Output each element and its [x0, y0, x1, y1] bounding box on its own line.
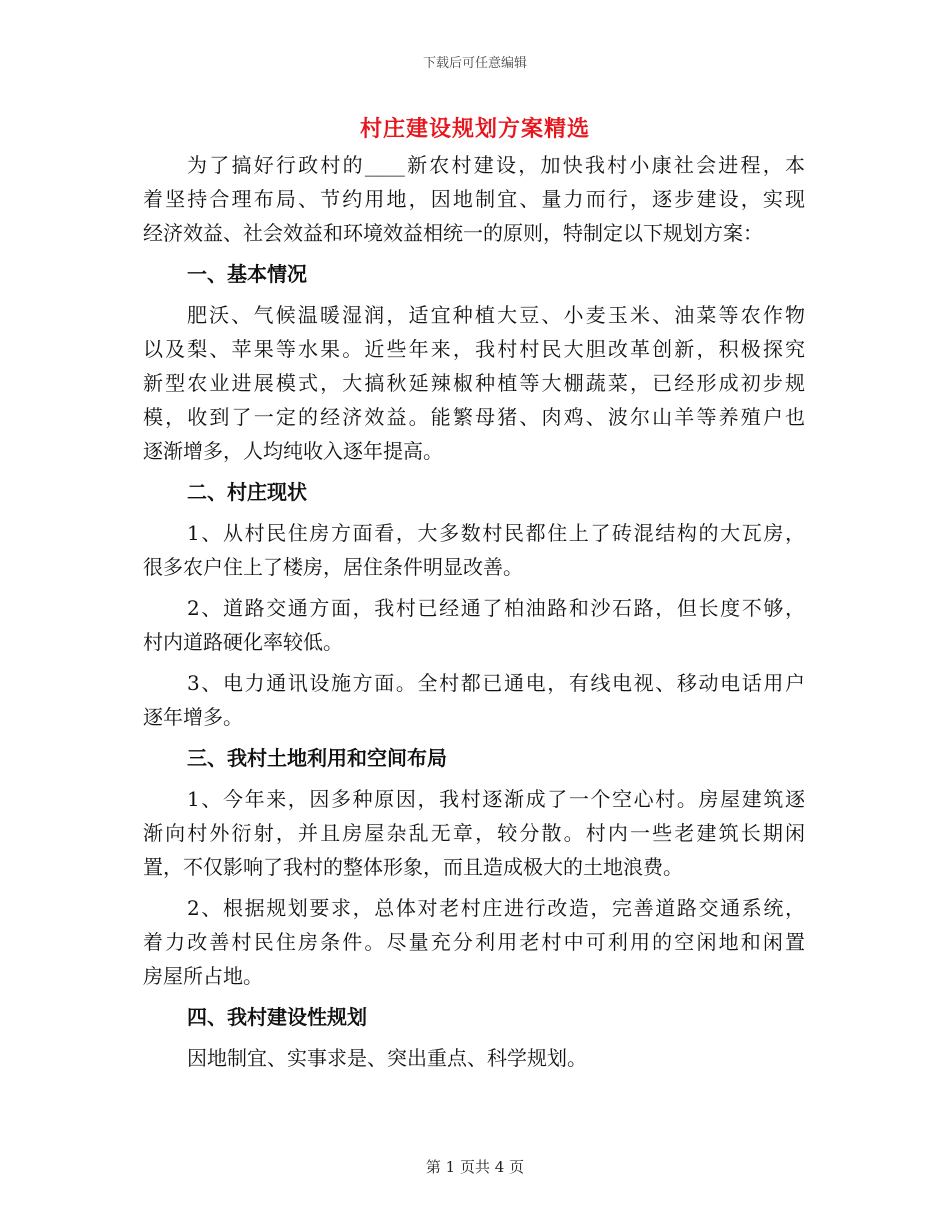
paragraph-line: 2、根据规划要求，总体对老村庄进行改造，完善道路交通系统， [187, 896, 805, 920]
paragraph [143, 782, 805, 884]
paragraph-line: 很多农户住上了楼房，居住条件明显改善。 [143, 555, 523, 579]
paragraph [143, 591, 805, 659]
paragraph-line: 置，不仅影响了我村的整体形象，而且造成极大的土地浪费。 [143, 855, 683, 879]
paragraph-line: 1、从村民住房方面看，大多数村民都住上了砖混结构的大瓦房， [187, 521, 805, 545]
paragraph-line: 房屋所占地。 [143, 964, 263, 988]
paragraph [143, 1041, 805, 1075]
paragraph-line: 逐年增多。 [143, 705, 243, 729]
paragraph-line: 着坚持合理布局、节约用地，因地制宜、量力而行，逐步建设，实现 [143, 187, 805, 211]
paragraph-line: 以及梨、苹果等水果。近些年来，我村村民大胆改革创新，积极探究 [143, 337, 805, 361]
paragraph-line: 模，收到了一定的经济效益。能繁母猪、肉鸡、波尔山羊等养殖户也 [143, 405, 805, 429]
paragraph-line: 经济效益、社会效益和环境效益相统一的原则，特制定以下规划方案： [143, 221, 763, 245]
paragraph-line: 逐渐增多，人均纯收入逐年提高。 [143, 439, 443, 463]
page-footer: 第 1 页共 4 页 [425, 1158, 525, 1176]
paragraph-line: 肥沃、气候温暖湿润，适宜种植大豆、小麦玉米、油菜等农作物 [187, 303, 805, 327]
section-heading: 二、村庄现状 [187, 480, 307, 504]
page-header: 下载后可任意编辑 [422, 56, 527, 71]
paragraph-line: 2、道路交通方面，我村已经通了柏油路和沙石路，但长度不够， [187, 596, 805, 620]
section-heading: 三、我村土地利用和空间布局 [187, 746, 447, 770]
paragraph-line: 着力改善村民住房条件。尽量充分利用老村中可利用的空闲地和闲置 [143, 930, 805, 954]
paragraph-line: 渐向村外衍射，并且房屋杂乱无章，较分散。村内一些老建筑长期闲 [143, 821, 805, 845]
paragraph [143, 148, 805, 250]
paragraph [143, 891, 805, 993]
paragraph-line: 为了搞好行政村的____新农村建设，加快我村小康社会进程，本 [187, 153, 805, 177]
section-heading: 四、我村建设性规划 [187, 1005, 367, 1029]
paragraph-line: 因地制宜、实事求是、突出重点、科学规划。 [187, 1046, 587, 1070]
document-body [143, 148, 805, 1082]
paragraph-line: 3、电力通讯设施方面。全村都已通电，有线电视、移动电话用户 [187, 671, 805, 695]
paragraph [143, 298, 805, 468]
section-heading: 一、基本情况 [187, 262, 307, 286]
paragraph [143, 666, 805, 734]
paragraph [143, 516, 805, 584]
paragraph-line: 村内道路硬化率较低。 [143, 630, 343, 654]
document-title: 村庄建设规划方案精选 [359, 116, 590, 142]
paragraph-line: 新型农业进展模式，大搞秋延辣椒种植等大棚蔬菜，已经形成初步规 [143, 371, 805, 395]
paragraph-line: 1、今年来，因多种原因，我村逐渐成了一个空心村。房屋建筑逐 [187, 787, 805, 811]
